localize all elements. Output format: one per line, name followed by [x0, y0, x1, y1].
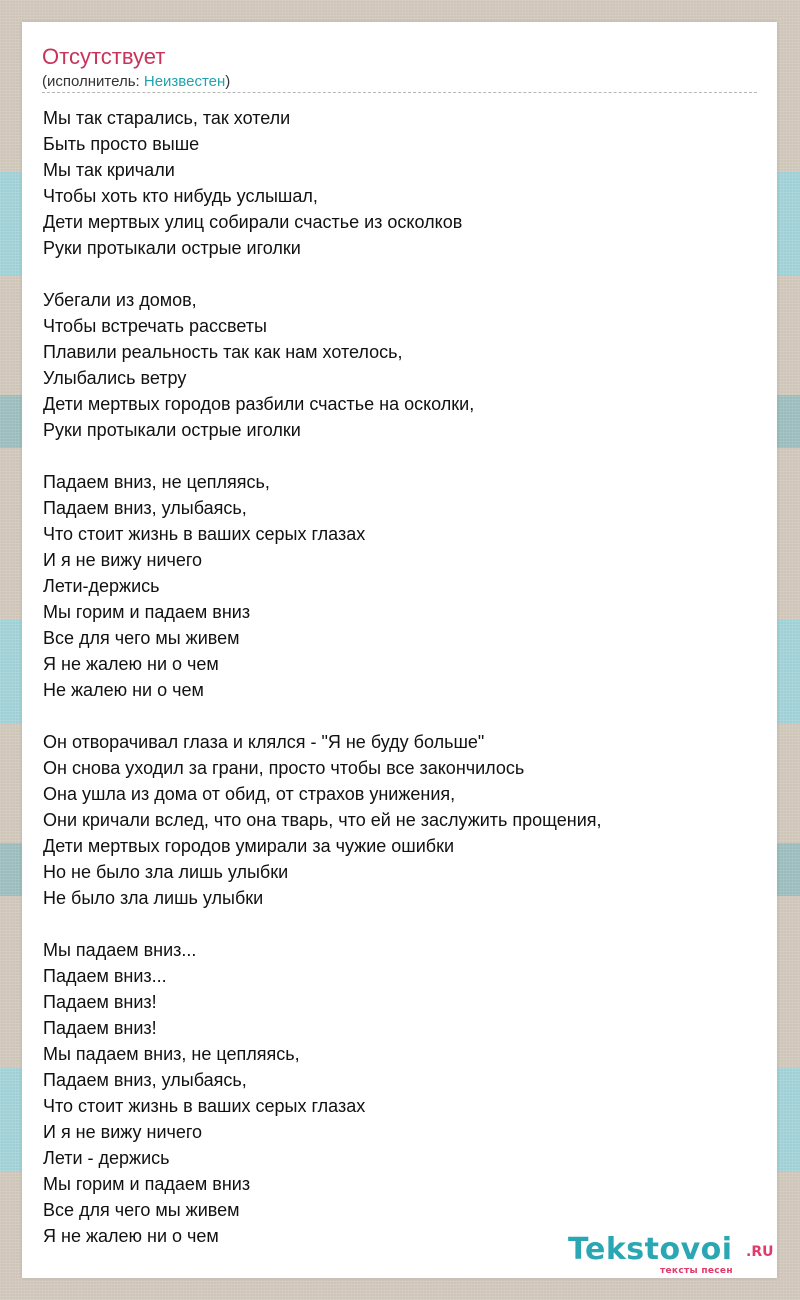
lyric-line: Что стоит жизнь в ваших серых глазах — [43, 1096, 366, 1116]
lyrics-text — [43, 105, 763, 1249]
lyric-line: Падаем вниз, не цепляясь, — [43, 472, 270, 492]
lyric-line: Плавили реальность так как нам хотелось, — [43, 342, 403, 362]
lyric-line — [43, 443, 763, 469]
lyric-line: Не было зла лишь улыбки — [43, 888, 264, 908]
lyric-line: Он снова уходил за грани, просто чтобы все закончилось — [43, 758, 525, 778]
lyric-line — [43, 911, 763, 937]
lyric-line — [43, 703, 763, 729]
lyric-line: Лети-держись — [43, 576, 160, 596]
lyric-line: Руки протыкали острые иголки — [43, 238, 301, 258]
lyric-line: Я не жалею ни о чем — [43, 1226, 219, 1246]
lyric-line: Дети мертвых городов разбили счастье на осколки, — [43, 394, 475, 414]
lyric-line: Он отворачивал глаза и клялся - "Я не буду больше" — [43, 732, 485, 752]
lyric-line: Мы падаем вниз... — [43, 940, 197, 960]
lyric-line: Чтобы встречать рассветы — [43, 316, 267, 336]
lyric-line: Падаем вниз! — [43, 1018, 157, 1038]
artist-line — [42, 73, 230, 91]
lyric-line: Падаем вниз, улыбаясь, — [43, 1070, 247, 1090]
lyric-line: Но не было зла лишь улыбки — [43, 862, 289, 882]
artist-suffix: ) — [225, 73, 231, 90]
logo-tld: .RU — [746, 1244, 774, 1260]
lyric-line: Дети мертвых городов умирали за чужие ошибки — [43, 836, 455, 856]
lyric-line — [43, 261, 763, 287]
lyric-line: Не жалею ни о чем — [43, 680, 204, 700]
lyric-line: Я не жалею ни о чем — [43, 654, 219, 674]
song-title: Отсутствует — [42, 44, 166, 69]
site-logo[interactable] — [568, 1232, 778, 1278]
lyric-line: Падаем вниз... — [43, 966, 167, 986]
lyric-line: Улыбались ветру — [43, 368, 187, 388]
lyric-line: Мы так старались, так хотели — [43, 108, 291, 128]
lyric-line: Дети мертвых улиц собирали счастье из осколков — [43, 212, 463, 232]
lyric-line: Они кричали вслед, что она тварь, что ей не заслужить прощения, — [43, 810, 602, 830]
lyric-line: Убегали из домов, — [43, 290, 197, 310]
lyric-line: Падаем вниз! — [43, 992, 157, 1012]
lyric-line: И я не вижу ничего — [43, 1122, 203, 1142]
lyric-line: Мы так кричали — [43, 160, 175, 180]
lyric-line: И я не вижу ничего — [43, 550, 203, 570]
lyric-line: Все для чего мы живем — [43, 1200, 240, 1220]
artist-link[interactable]: Неизвестен — [143, 73, 226, 90]
lyric-line: Лети - держись — [43, 1148, 170, 1168]
lyric-line: Она ушла из дома от обид, от страхов унижения, — [43, 784, 456, 804]
logo-wordmark: Tekstovoi — [568, 1232, 733, 1267]
artist-prefix: (исполнитель: — [42, 73, 144, 90]
lyric-line: Быть просто выше — [43, 134, 200, 154]
lyric-line: Мы горим и падаем вниз — [43, 602, 251, 622]
lyrics-card — [22, 22, 777, 1278]
lyric-line: Чтобы хоть кто нибудь услышал, — [43, 186, 318, 206]
lyric-line: Падаем вниз, улыбаясь, — [43, 498, 247, 518]
header-divider — [42, 92, 757, 93]
lyric-line: Все для чего мы живем — [43, 628, 240, 648]
lyric-line: Руки протыкали острые иголки — [43, 420, 301, 440]
lyric-line: Что стоит жизнь в ваших серых глазах — [43, 524, 366, 544]
lyric-line: Мы падаем вниз, не цепляясь, — [43, 1044, 300, 1064]
logo-tagline: тексты песен — [660, 1266, 733, 1276]
lyric-line: Мы горим и падаем вниз — [43, 1174, 251, 1194]
